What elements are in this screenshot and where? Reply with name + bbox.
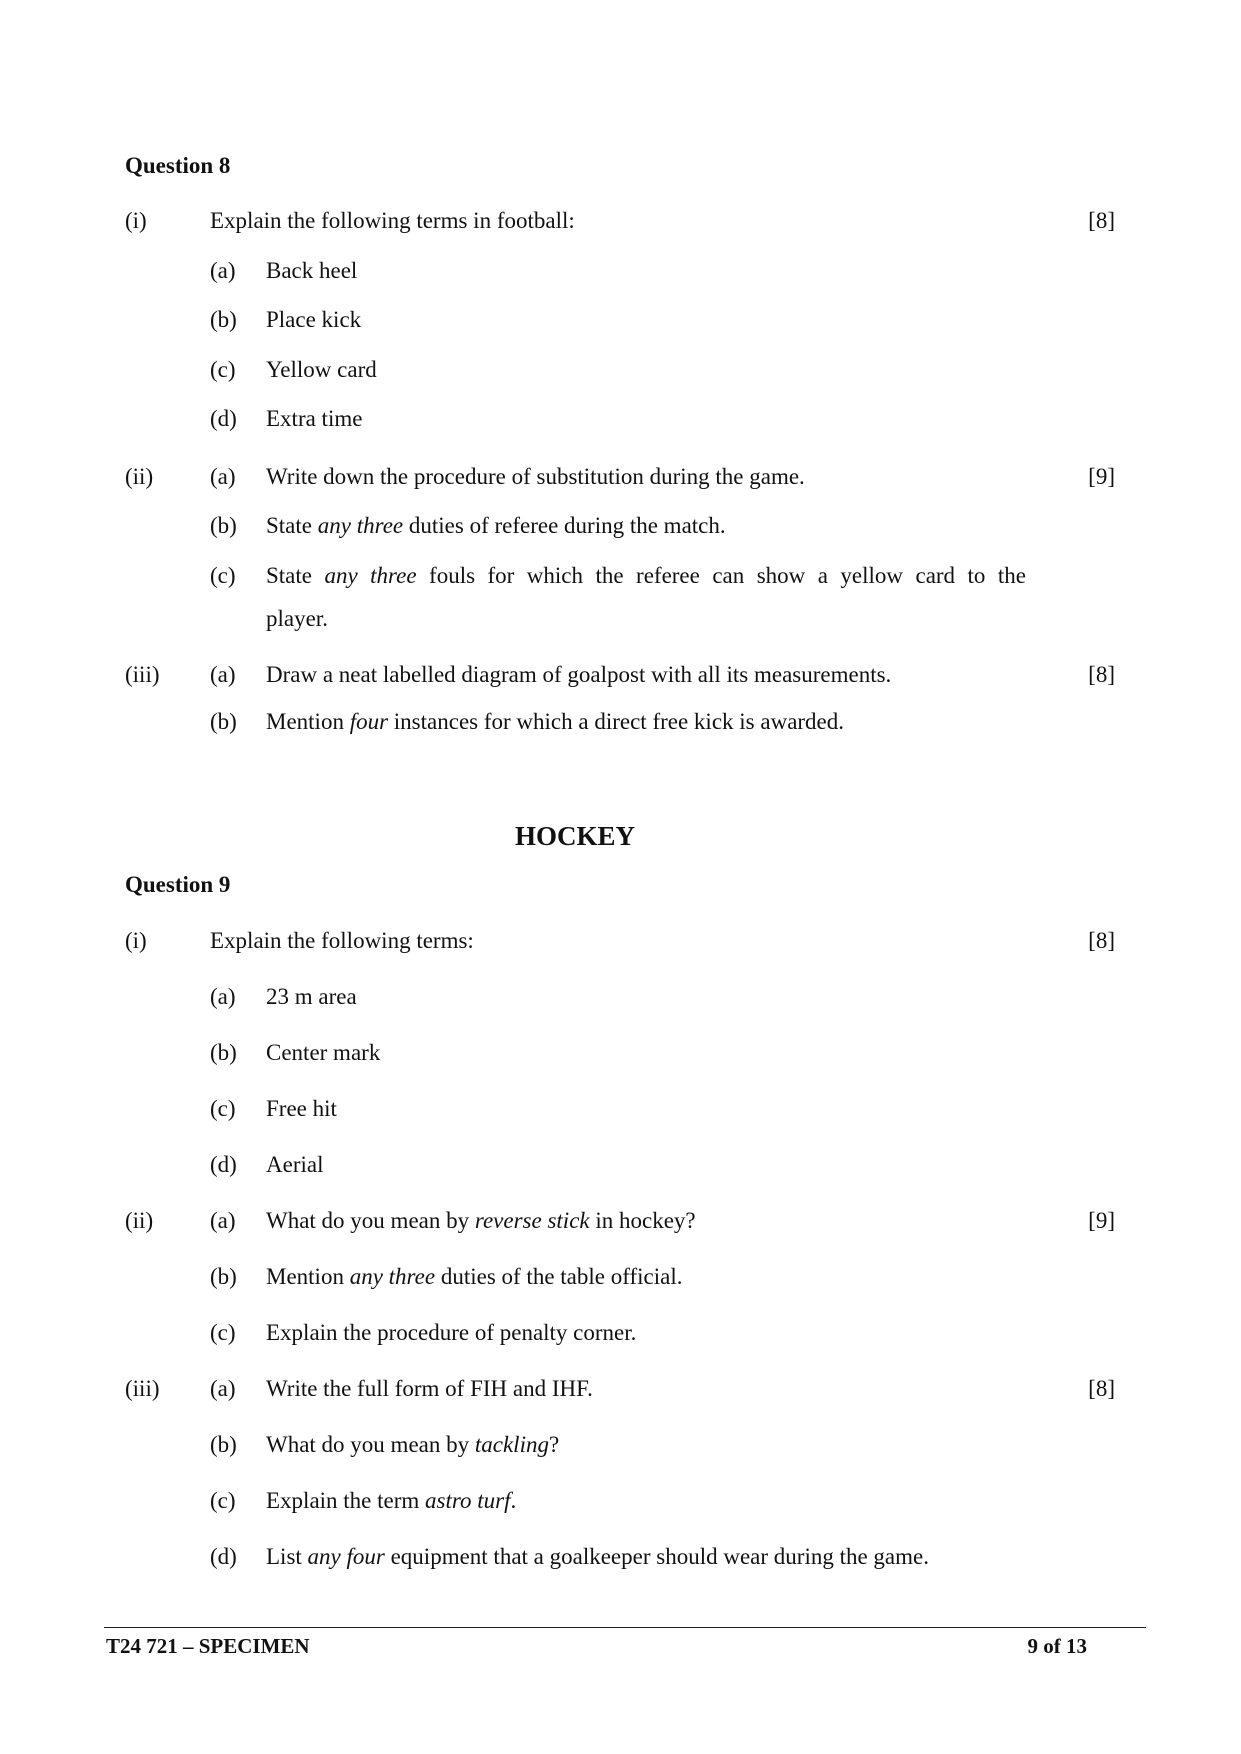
q8-i-b-label: (b) — [210, 307, 237, 332]
q8-ii-c-text: State any three fouls for which the referee can show a yellow card to the — [266, 563, 1026, 588]
q8-i-d-text: Extra time — [266, 406, 363, 431]
q9-iii-c-label: (c) — [210, 1488, 236, 1513]
q8-part-iii-marks: [8] — [1088, 662, 1115, 687]
q9-i-b-label: (b) — [210, 1040, 237, 1065]
q9-iii-d-label: (d) — [210, 1544, 237, 1569]
q9-i-c-text: Free hit — [266, 1096, 337, 1121]
q9-ii-b-label: (b) — [210, 1264, 237, 1289]
q8-i-a-text: Back heel — [266, 258, 358, 283]
q8-ii-a-text: Write down the procedure of substitution during the game. — [266, 464, 805, 489]
q8-part-ii-marks: [9] — [1088, 464, 1115, 489]
q8-ii-c-continuation: player. — [266, 606, 328, 631]
q8-ii-b-text: State any three duties of referee during the match. — [266, 513, 726, 538]
q9-iii-b-label: (b) — [210, 1432, 237, 1457]
section-heading-hockey: HOCKEY — [514, 821, 635, 851]
q9-ii-c-label: (c) — [210, 1320, 236, 1345]
q9-part-i-marks: [8] — [1088, 928, 1115, 953]
question-9-title: Question 9 — [125, 872, 231, 897]
q9-i-d-text: Aerial — [266, 1152, 324, 1177]
q9-i-c-label: (c) — [210, 1096, 236, 1121]
footer-paper-code: T24 721 – SPECIMEN — [106, 1634, 310, 1658]
q9-part-i-intro: Explain the following terms: — [210, 928, 474, 953]
q8-iii-b-text: Mention four instances for which a direct free kick is awarded. — [266, 709, 845, 734]
q8-part-i-label: (i) — [125, 208, 147, 233]
footer-page-number: 9 of 13 — [1027, 1634, 1087, 1658]
q9-i-a-label: (a) — [210, 984, 236, 1009]
q9-iii-d-text: List any four equipment that a goalkeeper should wear during the game. — [266, 1544, 929, 1569]
q9-ii-c-text: Explain the procedure of penalty corner. — [266, 1320, 637, 1345]
q8-ii-a-label: (a) — [210, 464, 236, 489]
q9-part-ii-label: (ii) — [125, 1208, 154, 1233]
q8-part-i-marks: [8] — [1088, 208, 1115, 233]
q9-part-iii-label: (iii) — [125, 1376, 160, 1401]
q8-iii-a-label: (a) — [210, 662, 236, 687]
q8-ii-c-label: (c) — [210, 563, 236, 588]
q9-part-i-label: (i) — [125, 928, 147, 953]
q8-i-c-text: Yellow card — [266, 357, 377, 382]
q9-i-b-text: Center mark — [266, 1040, 381, 1065]
q9-iii-c-text: Explain the term astro turf. — [266, 1488, 517, 1513]
question-8-title: Question 8 — [125, 153, 231, 178]
q9-iii-a-text: Write the full form of FIH and IHF. — [266, 1376, 593, 1401]
q9-i-d-label: (d) — [210, 1152, 237, 1177]
q8-part-i-intro: Explain the following terms in football: — [210, 208, 575, 233]
q8-part-iii-label: (iii) — [125, 662, 160, 687]
q9-iii-b-text: What do you mean by tackling? — [266, 1432, 560, 1457]
q9-ii-a-text: What do you mean by reverse stick in hockey? — [266, 1208, 696, 1233]
q8-i-b-text: Place kick — [266, 307, 362, 332]
q8-part-ii-label: (ii) — [125, 464, 154, 489]
q9-iii-a-label: (a) — [210, 1376, 236, 1401]
q9-ii-a-label: (a) — [210, 1208, 236, 1233]
q9-ii-b-text: Mention any three duties of the table official. — [266, 1264, 683, 1289]
q9-part-ii-marks: [9] — [1088, 1208, 1115, 1233]
q8-i-a-label: (a) — [210, 258, 236, 283]
q9-part-iii-marks: [8] — [1088, 1376, 1115, 1401]
q8-i-c-label: (c) — [210, 357, 236, 382]
footer-divider — [104, 1627, 1146, 1628]
q9-i-a-text: 23 m area — [266, 984, 357, 1009]
q8-i-d-label: (d) — [210, 406, 237, 431]
q8-iii-b-label: (b) — [210, 709, 237, 734]
q8-iii-a-text: Draw a neat labelled diagram of goalpost with all its measurements. — [266, 662, 892, 687]
q8-ii-b-label: (b) — [210, 513, 237, 538]
